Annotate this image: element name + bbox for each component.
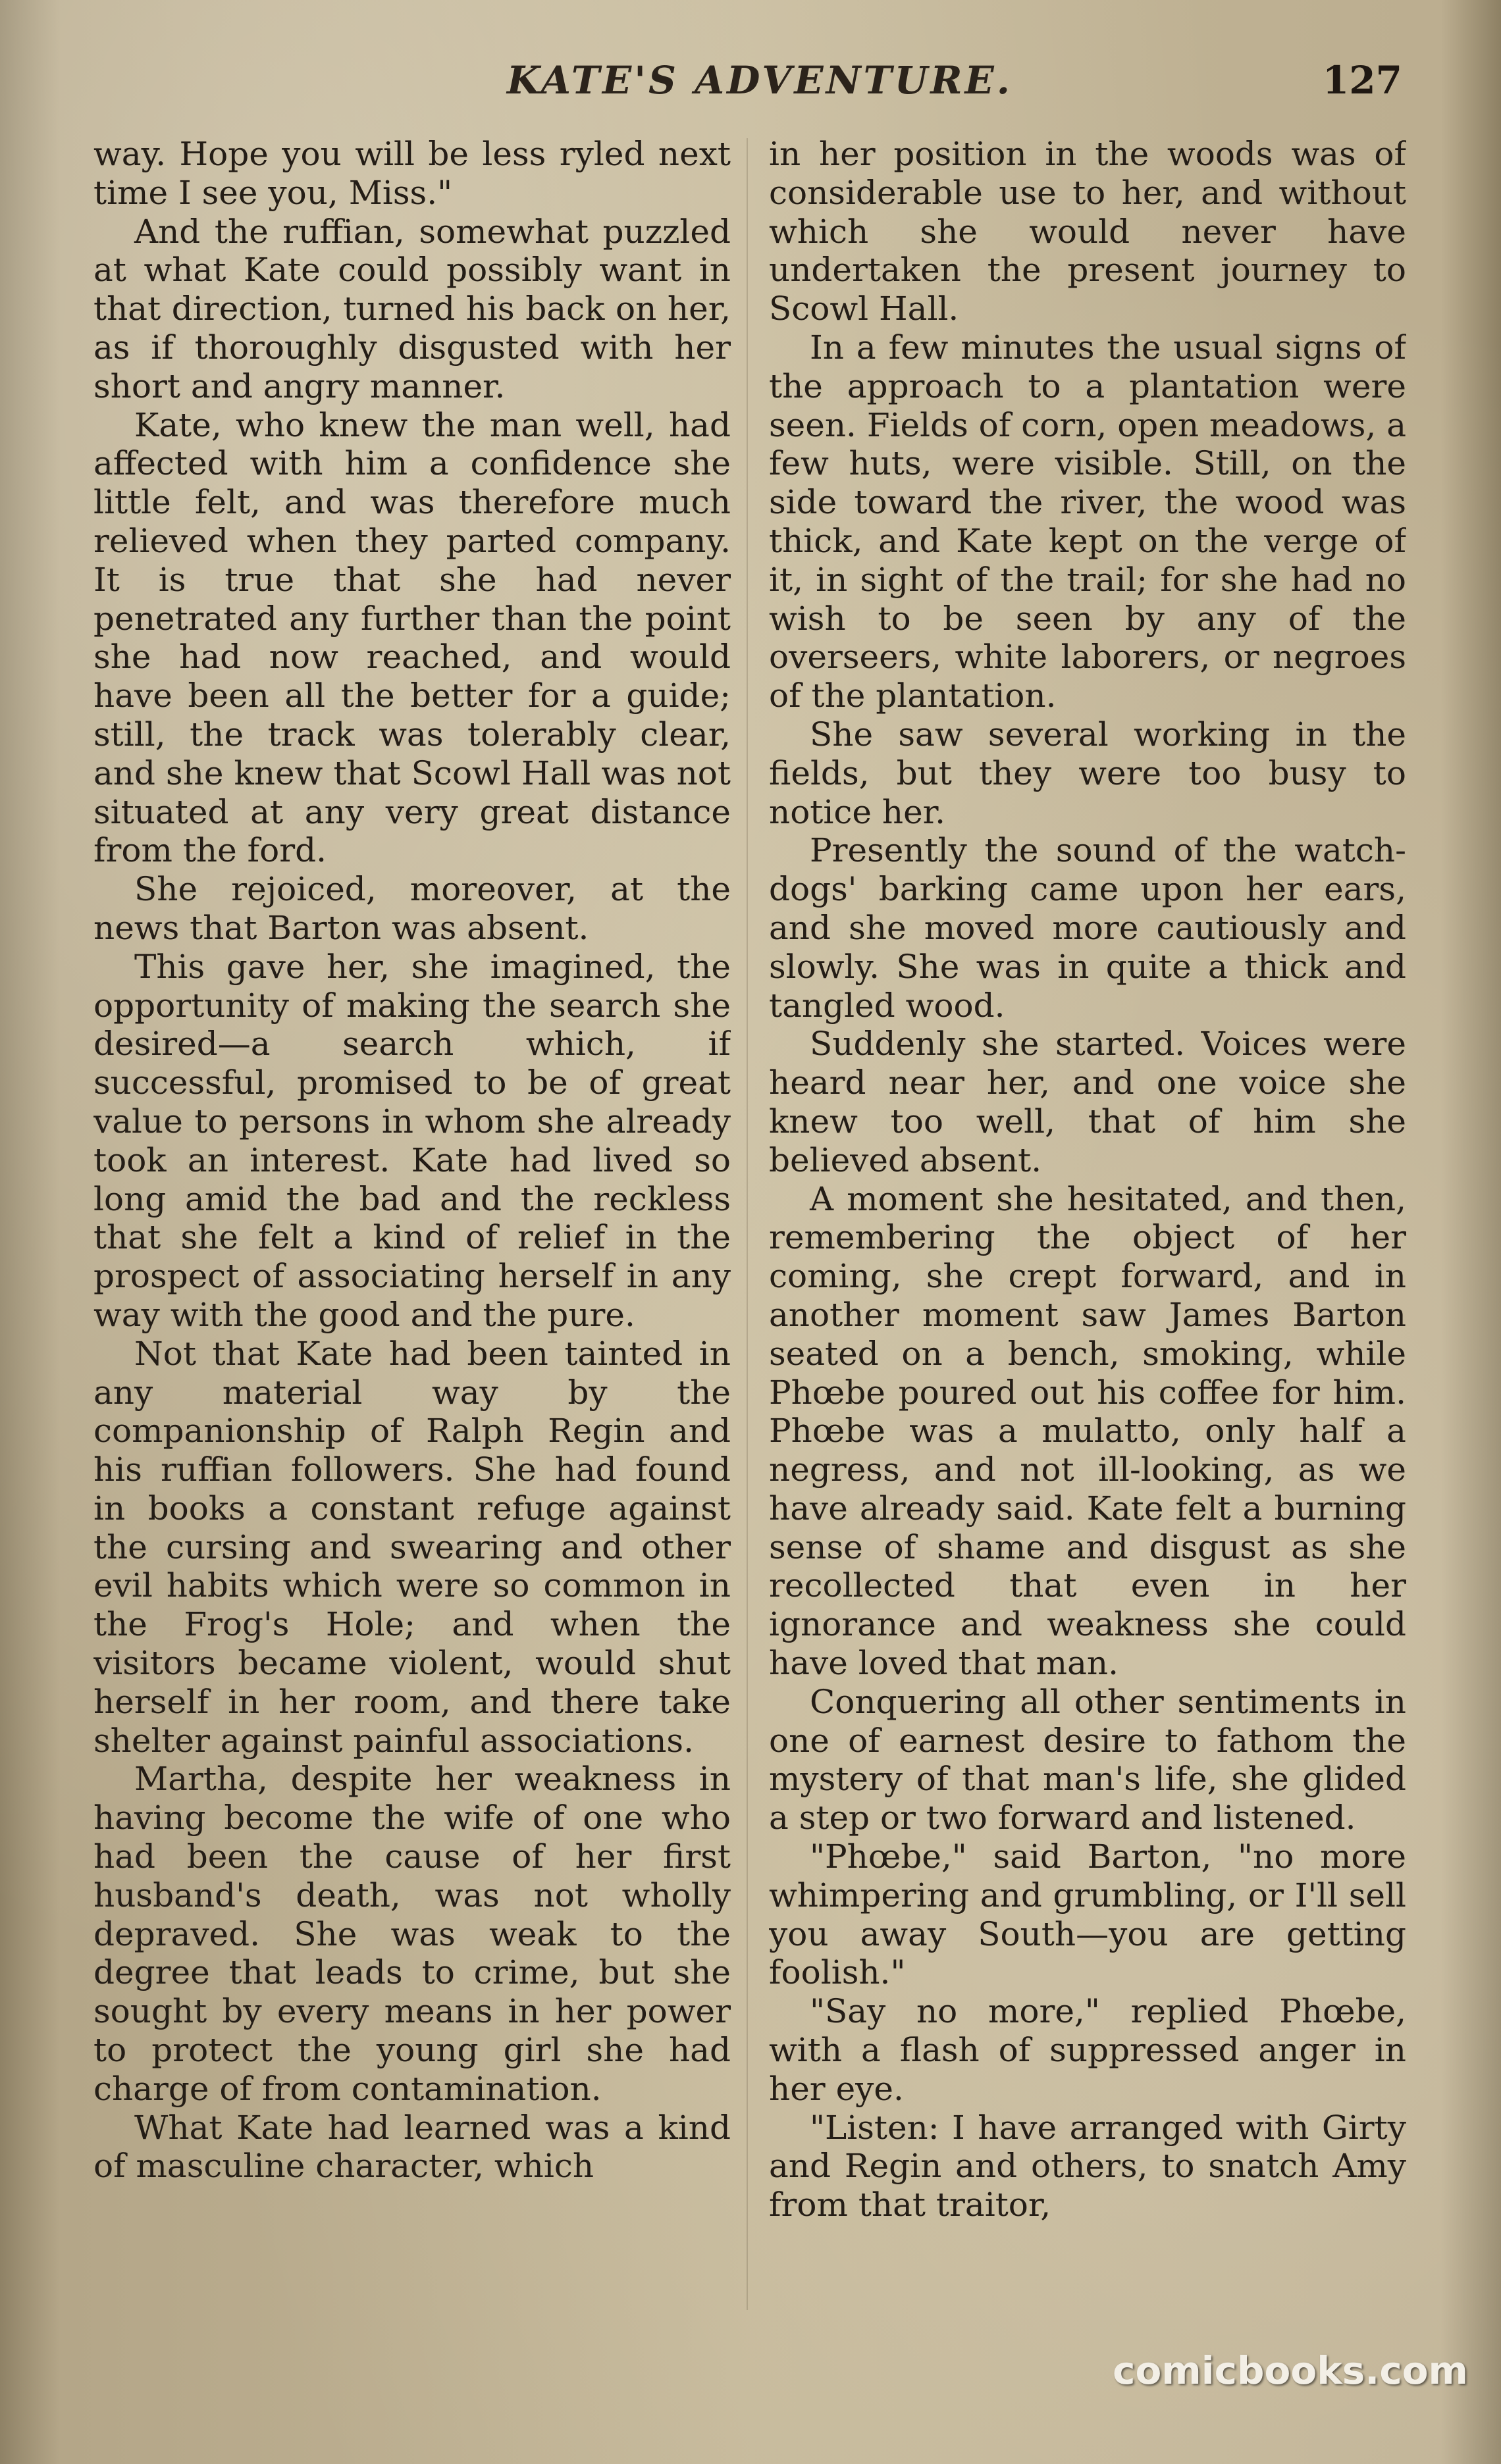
site-watermark: comicbooks.com bbox=[1113, 2348, 1468, 2393]
left-column bbox=[93, 135, 731, 2326]
paragraph: Not that Kate had been tainted in any material way by the companionship of Ralph Regin and his ruffian followers. She had found in books a constant refuge against the cursing and swearing and other evil habits which were so common in the Frog's Hole; and when the visitors became violent, would shut herself in her room, and there take shelter against painful associations. bbox=[93, 1334, 731, 1760]
paragraph: This gave her, she imagined, the opportunity of making the search she desired—a search which, if successful, promised to be of great value to persons in whom she already took an interest. Kate had lived so long amid the bad and the reckless that she felt a kind of relief in the prospect of associating herself in any way with the good and the pure. bbox=[93, 947, 731, 1334]
paragraph: Presently the sound of the watch-dogs' barking came upon her ears, and she moved more cautiously and slowly. She was in quite a thick and tangled wood. bbox=[769, 831, 1406, 1025]
paragraph: She saw several working in the fields, but they were too busy to notice her. bbox=[769, 715, 1406, 831]
paragraph: And the ruffian, somewhat puzzled at what Kate could possibly want in that direction, turned his back on her, as if thoroughly disgusted with her short and angry manner. bbox=[93, 212, 731, 405]
paragraph: in her position in the woods was of considerable use to her, and without which she would never have undertaken the present journey to Scowl Hall. bbox=[769, 135, 1406, 328]
page-number: 127 bbox=[1322, 58, 1402, 103]
paragraph: Conquering all other sentiments in one of earnest desire to fathom the mystery of that man's life, she glided a step or two forward and listened. bbox=[769, 1682, 1406, 1837]
paragraph: In a few minutes the usual signs of the approach to a plantation were seen. Fields of corn, open meadows, a few huts, were visible. Still, on the side toward the river, the wood was thick, and Kate kept on the verge of it, in sight of the trail; for she had no wish to be seen by any of the overseers, white laborers, or negroes of the plantation. bbox=[769, 328, 1406, 715]
paragraph: A moment she hesitated, and then, remembering the object of her coming, she crept forward, and in another moment saw James Barton seated on a bench, smoking, while Phœbe poured out his coffee for him. Phœbe was a mulatto, only half a negress, and not ill-looking, as we have already said. Kate felt a burning sense of shame and disgust as she recollected that even in her ignorance and weakness she could have loved that man. bbox=[769, 1179, 1406, 1683]
paragraph: Suddenly she started. Voices were heard near her, and one voice she knew too well, that of him she believed absent. bbox=[769, 1025, 1406, 1179]
page-header bbox=[0, 58, 1501, 117]
paragraph: "Listen: I have arranged with Girty and Regin and others, to snatch Amy from that traitor, bbox=[769, 2108, 1406, 2224]
paragraph: "Phœbe," said Barton, "no more whimpering and grumbling, or I'll sell you away South—you are getting foolish." bbox=[769, 1837, 1406, 1992]
paragraph: Martha, despite her weakness in having become the wife of one who had been the cause of her first husband's death, was not wholly depraved. She was weak to the degree that leads to crime, but she sought by every means in her power to protect the young girl she had charge of from contamination. bbox=[93, 1760, 731, 2108]
paragraph: What Kate had learned was a kind of masculine character, which bbox=[93, 2108, 731, 2186]
paragraph: Kate, who knew the man well, had affected with him a confidence she little felt, and was therefore much relieved when they parted company. It is true that she had never penetrated any further than the point she had now reached, and would have been all the better for a guide; still, the track was tolerably clear, and she knew that Scowl Hall was not situated at any very great distance from the ford. bbox=[93, 405, 731, 870]
paragraph: "Say no more," replied Phœbe, with a flash of suppressed anger in her eye. bbox=[769, 1992, 1406, 2108]
right-column bbox=[769, 135, 1406, 2326]
paragraph: She rejoiced, moreover, at the news that Barton was absent. bbox=[93, 870, 731, 947]
paragraph: way. Hope you will be less ryled next time I see you, Miss." bbox=[93, 135, 731, 212]
column-gutter bbox=[747, 138, 748, 2310]
running-title: KATE'S ADVENTURE. bbox=[507, 58, 1013, 103]
